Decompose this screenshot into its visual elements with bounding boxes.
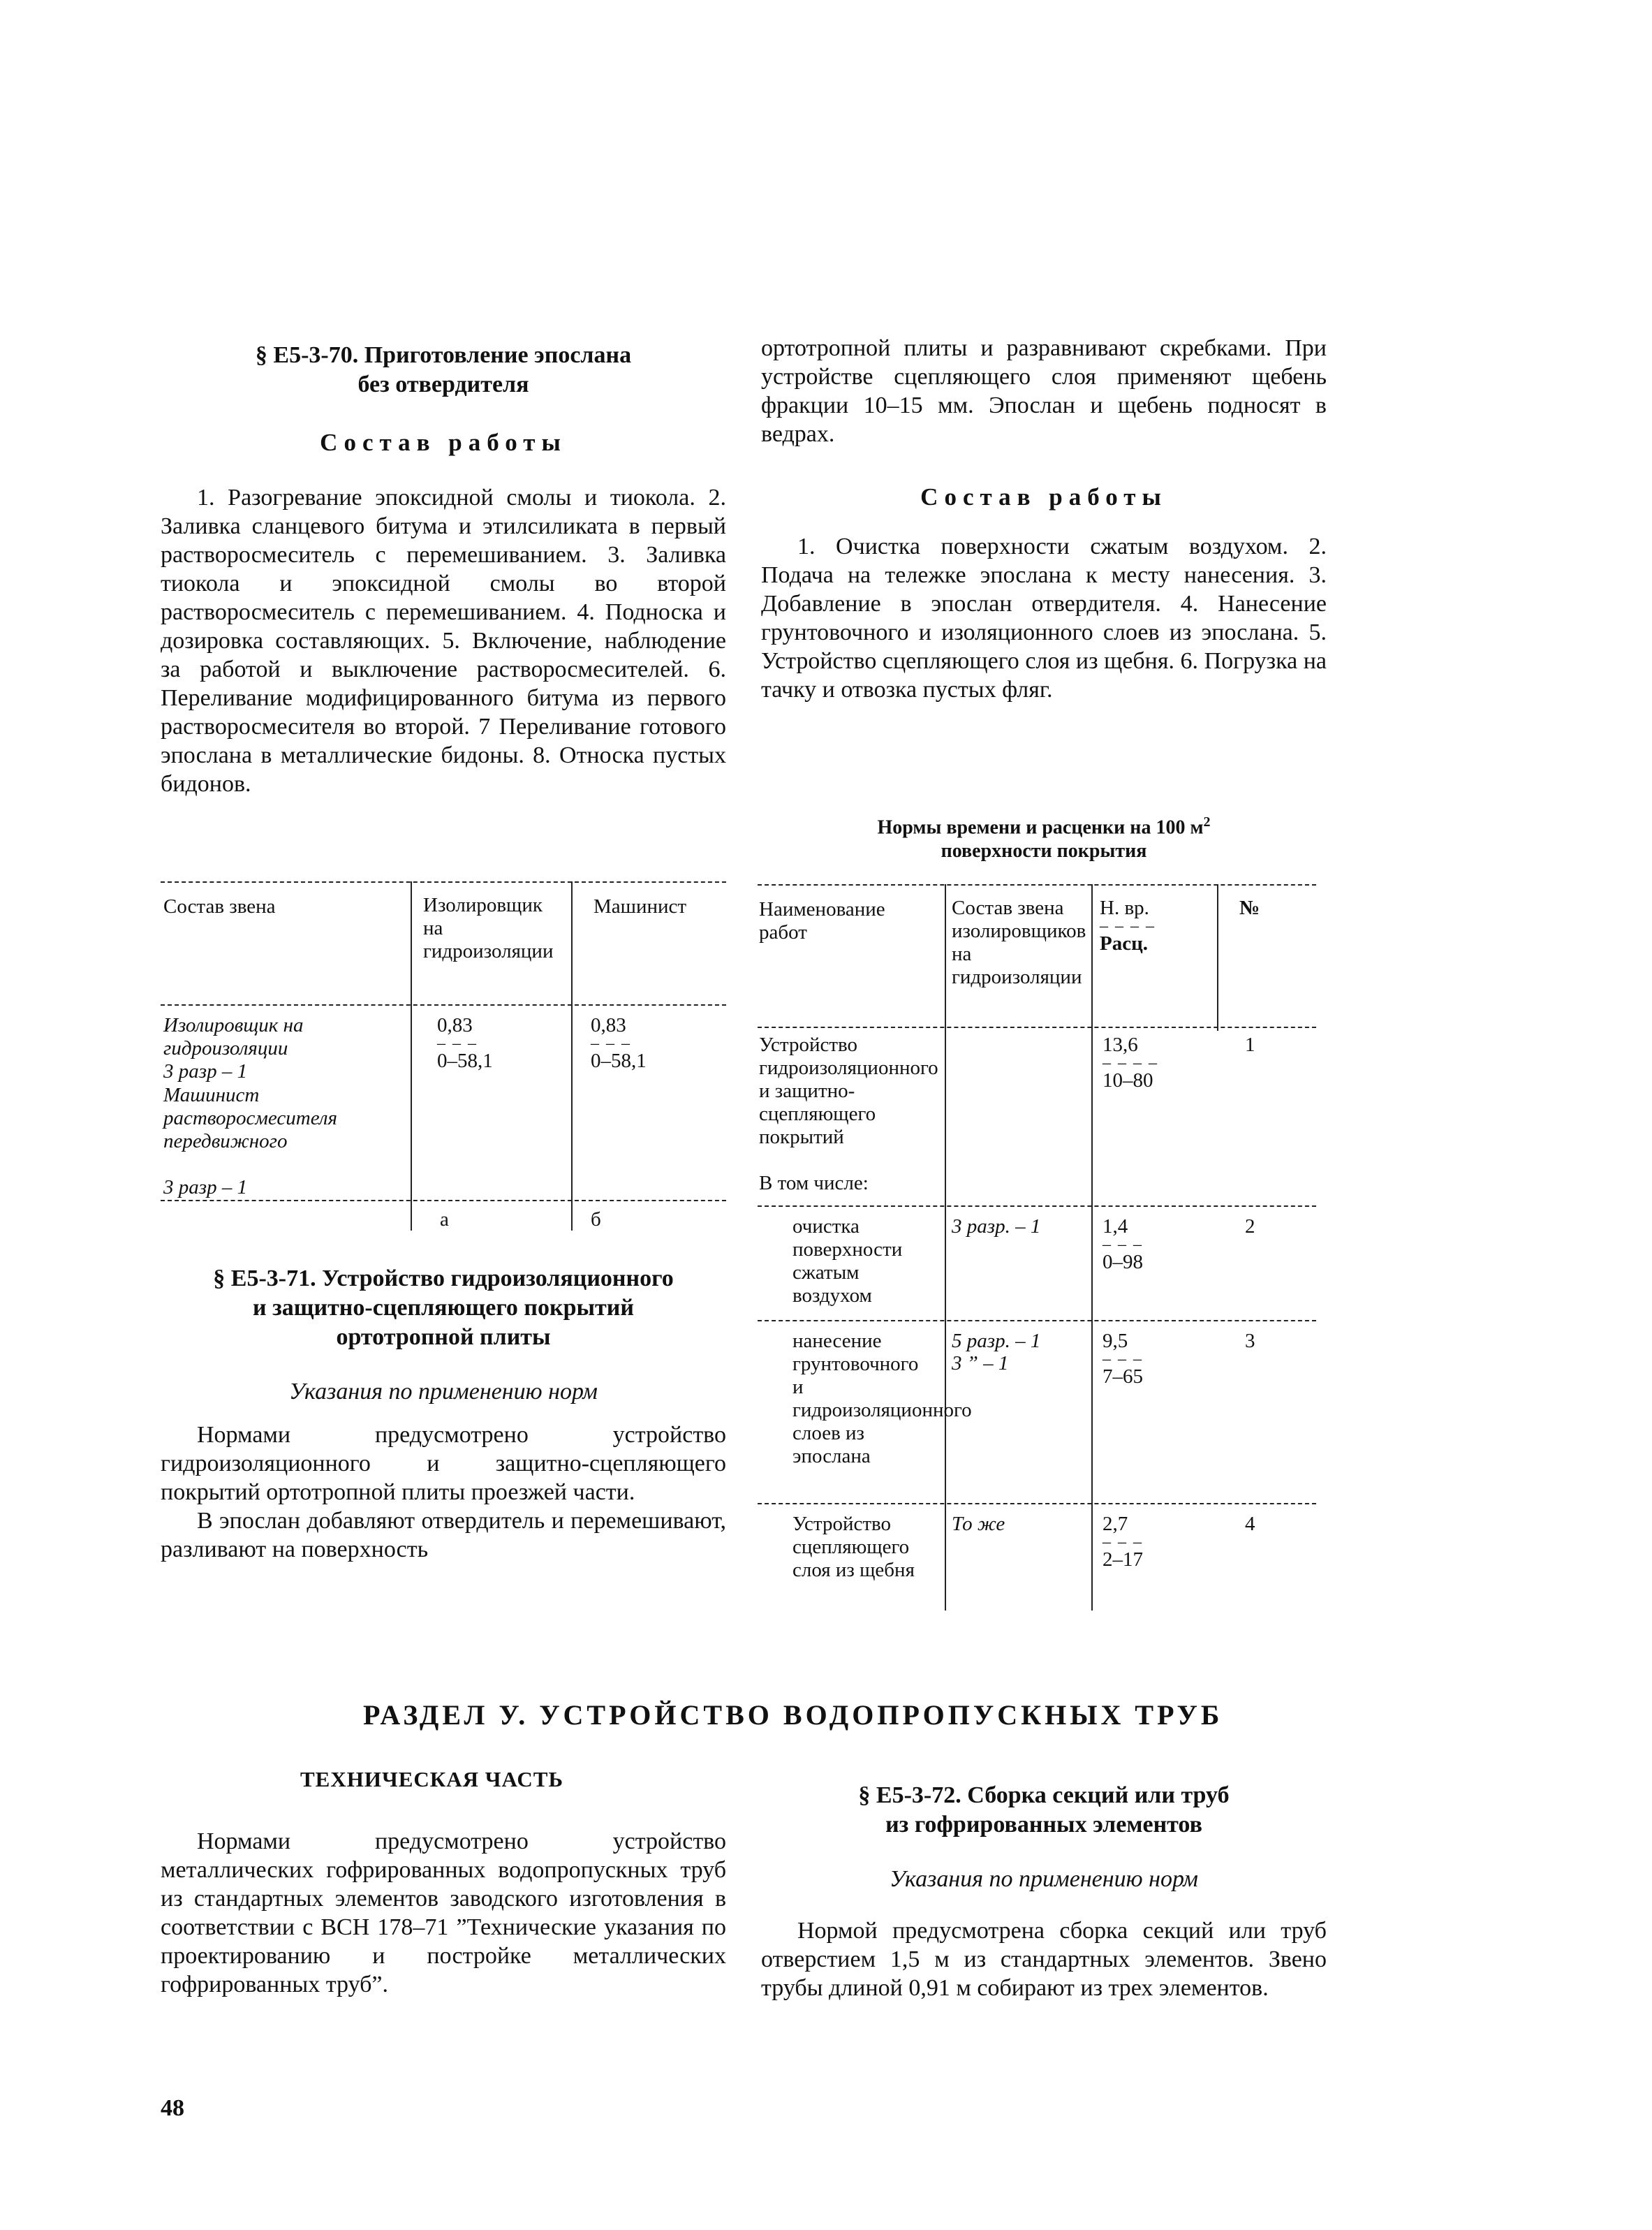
subsection-heading: Состав работы <box>920 483 1167 511</box>
norm-time: 2,7 <box>1102 1513 1128 1535</box>
table-cell: 2,7 – – – 2–17 <box>1102 1513 1143 1571</box>
section-title: § Е5-3-72. Сборка секций или труб <box>858 1782 1230 1808</box>
paragraph: В эпослан добавляют отвердитель и перемешивают, разливают на поверхность <box>161 1508 726 1562</box>
section-title-line2: из гофрированных элементов <box>885 1812 1202 1837</box>
work-composition-text: 1. Очистка поверхности сжатым воздухом. 2. Подача на тележке эпослана к месту нанесения. 3. Добавление в эпослан отвердителя. 4. Нанесение грунтовочного и изоляционного слоев из эпослана. 5. Устройство сцепляющего слоя из щебня. 6. Погрузка на тачку и отвозка пустых фляг. <box>761 534 1327 703</box>
header-norm-time: Н. вр. <box>1100 897 1149 919</box>
section-e5-3-72 <box>761 1781 1327 2002</box>
right-column-top <box>761 334 1327 704</box>
crew-table <box>161 881 726 1238</box>
row-label: Машинист растворосмесителя передвижного <box>163 1084 337 1152</box>
norms-table <box>758 884 1316 1611</box>
row-number: 4 <box>1245 1513 1255 1535</box>
row-number: 3 <box>1245 1330 1255 1352</box>
norm-time: 13,6 <box>1102 1034 1138 1056</box>
section-heading: РАЗДЕЛ У. УСТРОЙСТВО ВОДОПРОПУСКНЫХ ТРУБ <box>363 1699 1223 1731</box>
table-header: Н. вр. – – – – Расц. <box>1100 897 1156 955</box>
column-letter: а <box>440 1208 449 1231</box>
row-crew: То же <box>952 1513 1005 1535</box>
table-cell: 1,4 – – – 0–98 <box>1102 1215 1143 1273</box>
technical-part <box>161 1767 726 1999</box>
section-title-line2: и защитно-сцепляющего покрытий <box>253 1295 634 1321</box>
row-note: В том числе: <box>759 1172 869 1194</box>
table-cell: 0,83 – – – 0–58,1 <box>437 1014 493 1072</box>
table-cell: 0,83 – – – 0–58,1 <box>591 1014 647 1072</box>
row-crew: 5 разр. – 1 <box>952 1330 1041 1352</box>
subsection-heading: Указания по применению норм <box>289 1379 598 1404</box>
norms-table-title <box>761 810 1327 863</box>
page-number: 48 <box>161 2095 184 2121</box>
norm-time: 1,4 <box>1102 1215 1128 1238</box>
row-number: 2 <box>1245 1215 1255 1238</box>
row-name: Устройство сцепляющего слоя из щебня <box>792 1513 915 1581</box>
rate: 7–65 <box>1102 1365 1143 1388</box>
row-name: очистка поверхности сжатым воздухом <box>792 1215 903 1307</box>
table-header: Наименование работ <box>759 898 885 944</box>
paragraph: Нормой предусмотрена сборка секций или труб отверстием 1,5 м из стандартных элементов. Звено трубы длиной 0,91 м собирают из трех элементов. <box>761 1918 1327 2001</box>
table-header: Состав звена изолировщиков на гидроизоляции <box>952 897 1086 988</box>
rate: 10–80 <box>1102 1069 1153 1092</box>
row-crew: 3 ” – 1 <box>952 1352 1009 1374</box>
rate: 2–17 <box>1102 1548 1143 1571</box>
title-text-line2: поверхности покрытия <box>941 840 1147 863</box>
row-name: Устройство гидроизоляционного и защитно-сцепляющего покрытий <box>759 1034 938 1148</box>
row-crew: 3 разр. – 1 <box>952 1215 1041 1238</box>
table-header: Изолировщик на гидроизоляции <box>423 894 554 962</box>
header-rate: Расц. <box>1100 932 1149 955</box>
paragraph: ортотропной плиты и разравнивают скребками. При устройстве сцепляющего слоя применяют щебень фракции 10–15 мм. Эпослан и щебень подносят в ведрах. <box>761 335 1327 447</box>
column-letter: б <box>591 1208 601 1231</box>
rate: 0–58,1 <box>591 1050 647 1072</box>
row-label: 3 разр – 1 <box>163 1176 248 1198</box>
row-name: нанесение грунтовочного и гидроизоляционного слоев из эпослана <box>792 1330 972 1467</box>
subsection-heading: Состав работы <box>320 429 567 456</box>
norm-time: 0,83 <box>437 1014 473 1036</box>
technical-part-heading: ТЕХНИЧЕСКАЯ ЧАСТЬ <box>300 1767 563 1791</box>
table-header: № <box>1239 897 1260 919</box>
section-e5-3-70 <box>161 341 726 798</box>
table-cell: 9,5 – – – 7–65 <box>1102 1330 1143 1388</box>
section-title: § Е5-3-70. Приготовление эпослана <box>255 342 632 368</box>
section-title-line2: без отвердителя <box>357 372 529 397</box>
row-label: 3 разр – 1 <box>163 1060 248 1083</box>
norm-time: 0,83 <box>591 1014 626 1036</box>
section-e5-3-71 <box>161 1264 726 1564</box>
table-header: Машинист <box>593 895 687 918</box>
row-label: Изолировщик на гидроизоляции <box>163 1014 304 1059</box>
superscript: 2 <box>1203 814 1211 830</box>
table-cell: 13,6 – – – – 10–80 <box>1102 1034 1158 1092</box>
section-title: § Е5-3-71. Устройство гидроизоляционного <box>213 1266 674 1291</box>
subsection-heading: Указания по применению норм <box>890 1866 1198 1892</box>
section-title-line3: ортотропной плиты <box>336 1324 551 1350</box>
paragraph: Нормами предусмотрено устройство металлических гофрированных водопропускных труб из стандартных элементов заводского изготовления в соответствии с ВСН 178–71 ”Технические указания по проектированию и постройке металлических гофрированных труб”. <box>161 1828 726 1997</box>
title-text: Нормы времени и расценки на 100 м <box>877 816 1204 839</box>
table-header: Состав звена <box>163 895 276 918</box>
work-composition-text: 1. Разогревание эпоксидной смолы и тиокола. 2. Заливка сланцевого битума и этилсиликата в первый растворосмеситель с перемешиванием. 3. Заливка тиокола и эпоксидной смолы во второй растворосмеситель с перемешиванием. 4. Подноска и дозировка составляющих. 5. Включение, наблюдение за работой и выключение растворосмесителей. 6. Переливание модифицированного битума из первого растворосмесителя во второй. 7 Переливание готового эпослана в металлические бидоны. 8. Относка пустых бидонов. <box>161 485 726 797</box>
row-number: 1 <box>1245 1034 1255 1056</box>
rate: 0–58,1 <box>437 1050 493 1072</box>
rate: 0–98 <box>1102 1251 1143 1273</box>
paragraph: Нормами предусмотрено устройство гидроизоляционного и защитно-сцепляющего покрытий ортотропной плиты проезжей части. <box>161 1422 726 1505</box>
norm-time: 9,5 <box>1102 1330 1128 1352</box>
